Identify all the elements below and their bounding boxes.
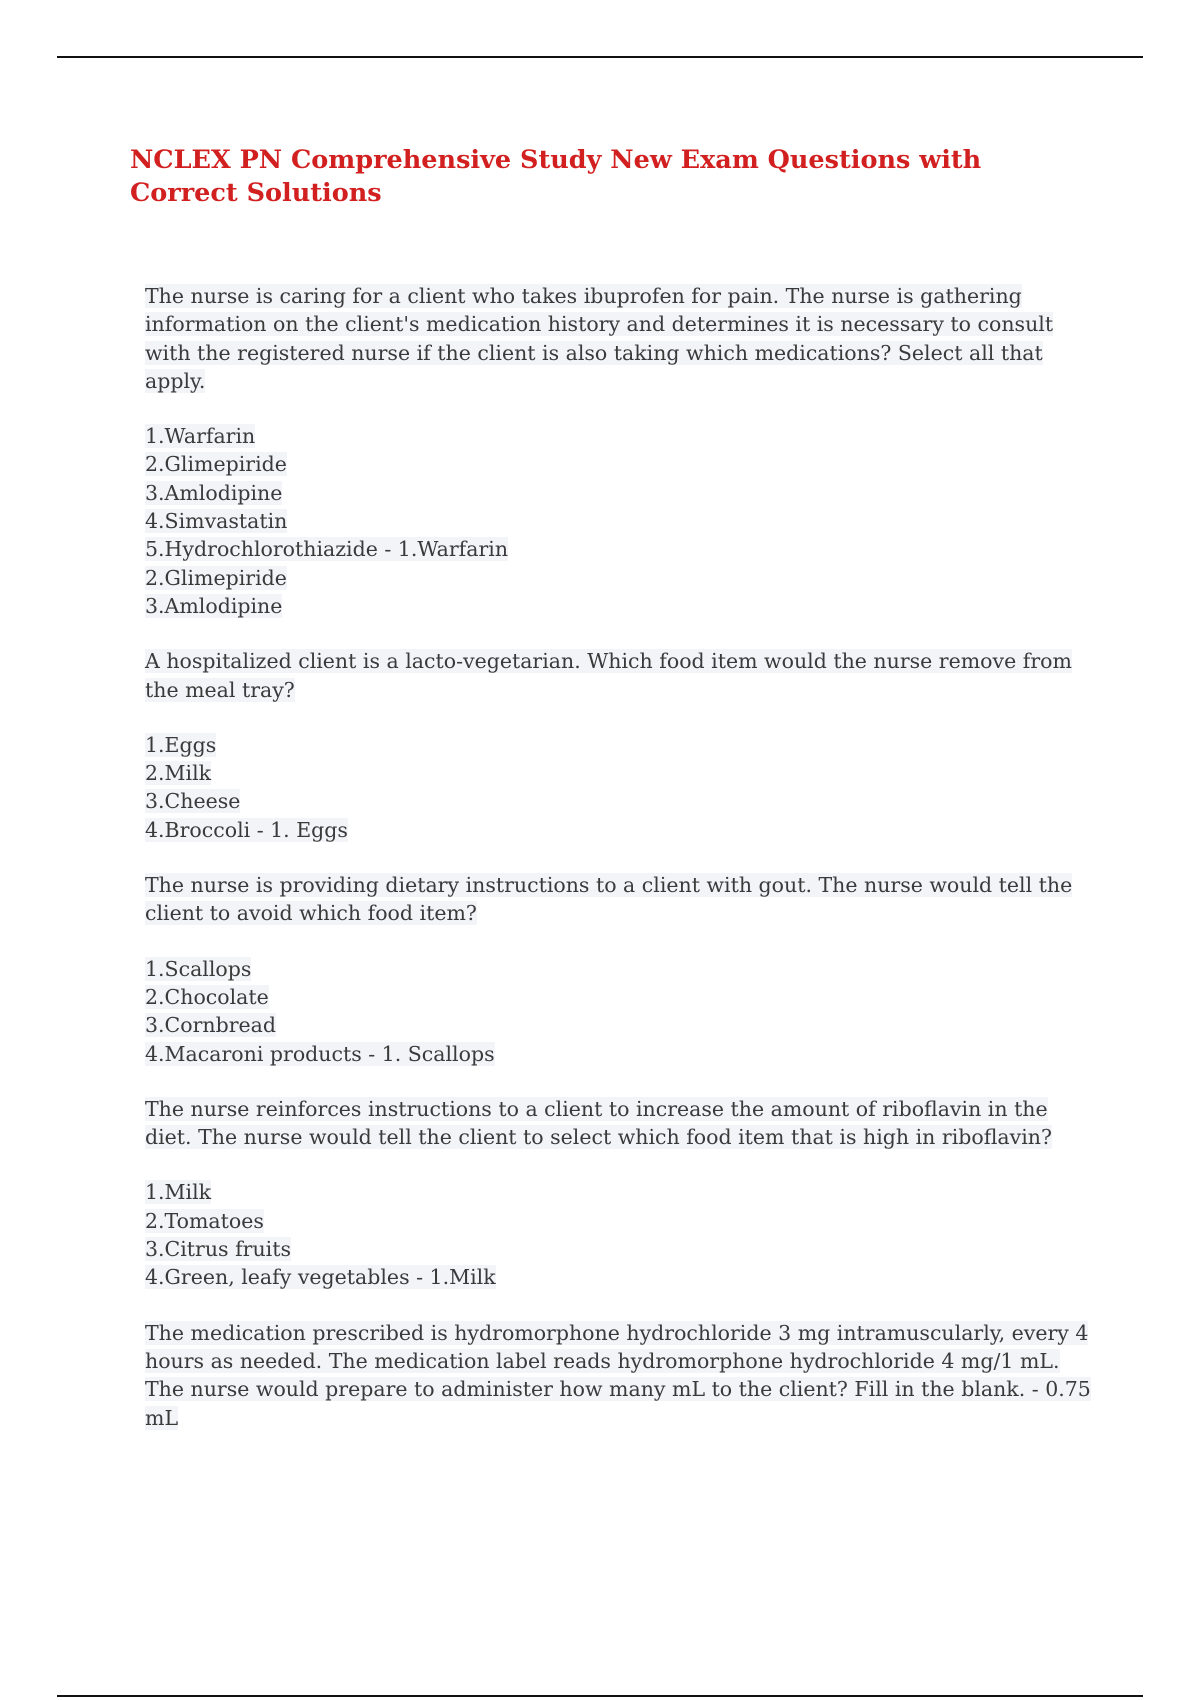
option-line: 2.Glimepiride xyxy=(145,452,287,477)
question-3 xyxy=(145,871,1095,1068)
option-line: 2.Tomatoes xyxy=(145,1208,264,1233)
option-line-with-answer: 4.Macaroni products - 1. Scallops xyxy=(145,1041,495,1066)
question-5 xyxy=(145,1319,1095,1432)
option-line: 1.Warfarin xyxy=(145,424,256,449)
option-line: 2.Chocolate xyxy=(145,984,269,1009)
option-line-with-answer: 4.Green, leafy vegetables - 1.Milk xyxy=(145,1265,496,1290)
bottom-rule xyxy=(57,1695,1143,1697)
question-list xyxy=(145,282,1095,1459)
option-line: 3.Citrus fruits xyxy=(145,1237,291,1262)
option-line-with-answer: 5.Hydrochlorothiazide - 1.Warfarin xyxy=(145,537,509,562)
option-line-with-answer: 4.Broccoli - 1. Eggs xyxy=(145,817,348,842)
question-4-stem: The nurse reinforces instructions to a client to increase the amount of riboflavin in the diet. The nurse would tell the client to select which food item that is high in riboflavin? xyxy=(145,1096,1052,1150)
question-2 xyxy=(145,647,1095,844)
option-line: 1.Milk xyxy=(145,1180,212,1205)
option-line: 3.Cornbread xyxy=(145,1013,276,1038)
option-line: 1.Eggs xyxy=(145,732,217,757)
document-title: NCLEX PN Comprehensive Study New Exam Questions with Correct Solutions xyxy=(130,145,982,208)
question-4-options xyxy=(145,1178,1095,1291)
question-2-stem: A hospitalized client is a lacto-vegetarian. Which food item would the nurse remove from the meal tray? xyxy=(145,649,1072,702)
question-3-options xyxy=(145,955,1095,1068)
option-line: 3.Cheese xyxy=(145,789,241,814)
question-4 xyxy=(145,1095,1095,1292)
question-2-options xyxy=(145,731,1095,844)
option-line: 3.Amlodipine xyxy=(145,480,283,505)
question-3-stem: The nurse is providing dietary instructions to a client with gout. The nurse would tell the client to avoid which food item? xyxy=(145,873,1073,926)
option-line: 2.Milk xyxy=(145,761,212,786)
answer-line: 3.Amlodipine xyxy=(145,593,283,618)
question-1-stem: The nurse is caring for a client who takes ibuprofen for pain. The nurse is gathering information on the client's medication history and determines it is necessary to consult with the registered nurse if the client is also taking which medications? Select all that apply. xyxy=(145,284,1054,393)
top-rule xyxy=(57,56,1143,58)
question-1-options xyxy=(145,422,1095,620)
answer-line: 2.Glimepiride xyxy=(145,565,287,590)
option-line: 1.Scallops xyxy=(145,956,252,981)
question-1 xyxy=(145,282,1095,620)
question-5-stem: The medication prescribed is hydromorphone hydrochloride 3 mg intramuscularly, every 4 hours as needed. The medication label reads hydromorphone hydrochloride 4 mg/1 mL. The nurse would prepare to administer how many mL to the client? Fill in the blank. - 0.75 mL xyxy=(145,1320,1091,1430)
option-line: 4.Simvastatin xyxy=(145,509,288,534)
